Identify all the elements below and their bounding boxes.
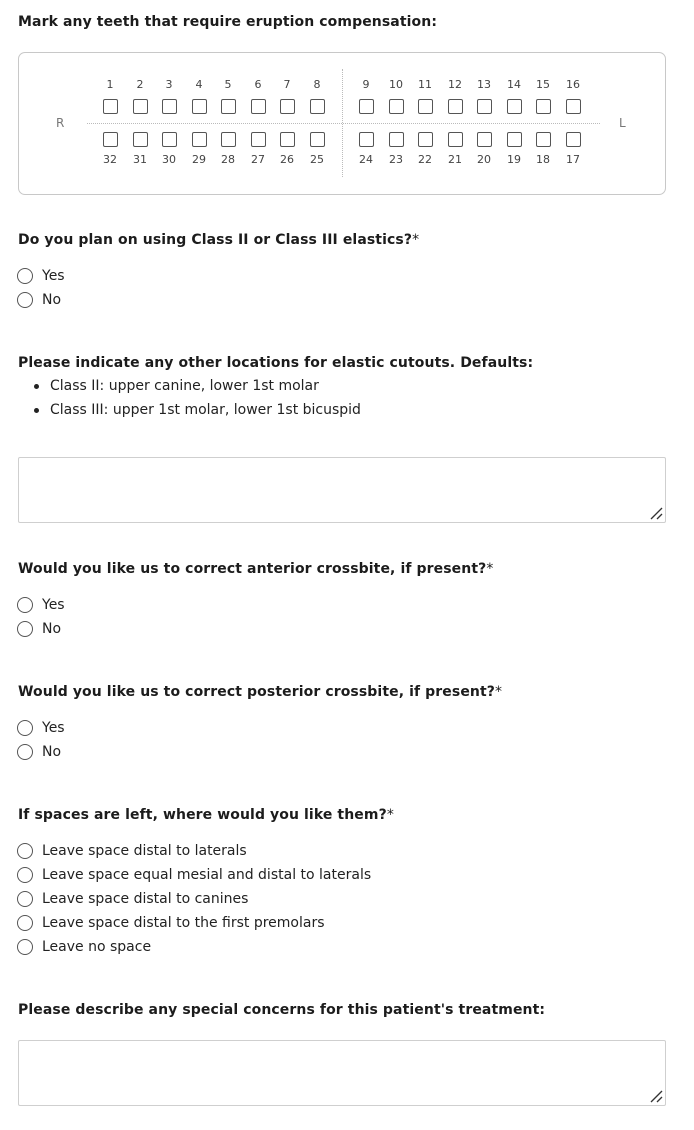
tooth-checkbox-29[interactable] [192, 132, 207, 147]
tooth-checkbox-16[interactable] [566, 99, 581, 114]
radio-label: Yes [42, 268, 65, 284]
tooth-checkbox-21[interactable] [448, 132, 463, 147]
radio-button[interactable] [17, 744, 33, 760]
tooth-checkbox-10[interactable] [389, 99, 404, 114]
elastics-option-no[interactable] [17, 290, 61, 310]
tooth-number-21: 21 [448, 153, 462, 166]
tooth-number-31: 31 [133, 153, 147, 166]
tooth-number-26: 26 [280, 153, 294, 166]
tooth-number-14: 14 [507, 78, 521, 91]
tooth-number-17: 17 [566, 153, 580, 166]
tooth-checkbox-13[interactable] [477, 99, 492, 114]
tooth-number-10: 10 [389, 78, 403, 91]
resize-handle-icon[interactable] [649, 1089, 663, 1103]
spaces-title: If spaces are left, where would you like them?* [18, 807, 394, 823]
tooth-number-19: 19 [507, 153, 521, 166]
tooth-checkbox-15[interactable] [536, 99, 551, 114]
posterior-option-yes[interactable] [17, 718, 65, 738]
spaces-option-mesial-distal-laterals[interactable] [17, 865, 371, 885]
resize-handle-icon[interactable] [649, 506, 663, 520]
tooth-number-25: 25 [310, 153, 324, 166]
radio-label: No [42, 292, 62, 308]
tooth-number-32: 32 [103, 153, 117, 166]
tooth-checkbox-12[interactable] [448, 99, 463, 114]
spaces-option-no-space[interactable] [17, 937, 151, 957]
tooth-number-12: 12 [448, 78, 462, 91]
cutout-default-class-iii: Class III: upper 1st molar, lower 1st bicuspid [34, 402, 361, 418]
tooth-checkbox-1[interactable] [103, 99, 118, 114]
tooth-checkbox-20[interactable] [477, 132, 492, 147]
tooth-checkbox-31[interactable] [133, 132, 148, 147]
radio-button[interactable] [17, 621, 33, 637]
tooth-number-4: 4 [195, 78, 203, 91]
posterior-crossbite-title: Would you like us to correct posterior crossbite, if present?* [18, 684, 503, 700]
radio-button[interactable] [17, 843, 33, 859]
tooth-number-24: 24 [359, 153, 373, 166]
right-side-label: R [56, 116, 65, 130]
radio-button[interactable] [17, 939, 33, 955]
tooth-checkbox-11[interactable] [418, 99, 433, 114]
tooth-number-30: 30 [162, 153, 176, 166]
concerns-textarea[interactable] [18, 1040, 666, 1106]
tooth-checkbox-25[interactable] [310, 132, 325, 147]
tooth-number-16: 16 [566, 78, 580, 91]
radio-label: No [42, 744, 62, 760]
radio-label: Yes [42, 597, 65, 613]
radio-label: Leave space equal mesial and distal to laterals [42, 867, 372, 883]
tooth-number-18: 18 [536, 153, 550, 166]
tooth-number-15: 15 [536, 78, 550, 91]
tooth-number-11: 11 [418, 78, 432, 91]
cutouts-textarea[interactable] [18, 457, 666, 523]
tooth-checkbox-17[interactable] [566, 132, 581, 147]
radio-button[interactable] [17, 268, 33, 284]
tooth-number-5: 5 [224, 78, 232, 91]
anterior-option-yes[interactable] [17, 595, 65, 615]
tooth-checkbox-23[interactable] [389, 132, 404, 147]
tooth-number-28: 28 [221, 153, 235, 166]
radio-button[interactable] [17, 720, 33, 736]
radio-label: Yes [42, 720, 65, 736]
occlusal-line [87, 123, 600, 124]
tooth-checkbox-26[interactable] [280, 132, 295, 147]
tooth-checkbox-14[interactable] [507, 99, 522, 114]
tooth-checkbox-7[interactable] [280, 99, 295, 114]
spaces-option-distal-laterals[interactable] [17, 841, 247, 861]
left-side-label: L [619, 116, 626, 130]
elastics-title: Do you plan on using Class II or Class III elastics?* [18, 232, 420, 248]
concerns-title: Please describe any special concerns for this patient's treatment: [18, 1002, 546, 1018]
cutout-default-class-ii: Class II: upper canine, lower 1st molar [34, 378, 319, 394]
tooth-checkbox-30[interactable] [162, 132, 177, 147]
tooth-checkbox-32[interactable] [103, 132, 118, 147]
tooth-number-1: 1 [106, 78, 114, 91]
radio-label: Leave space distal to laterals [42, 843, 247, 859]
tooth-checkbox-19[interactable] [507, 132, 522, 147]
tooth-checkbox-6[interactable] [251, 99, 266, 114]
radio-button[interactable] [17, 597, 33, 613]
spaces-option-distal-canines[interactable] [17, 889, 248, 909]
anterior-option-no[interactable] [17, 619, 61, 639]
tooth-number-13: 13 [477, 78, 491, 91]
tooth-checkbox-18[interactable] [536, 132, 551, 147]
tooth-number-6: 6 [254, 78, 262, 91]
radio-button[interactable] [17, 915, 33, 931]
tooth-number-23: 23 [389, 153, 403, 166]
tooth-checkbox-24[interactable] [359, 132, 374, 147]
eruption-title: Mark any teeth that require eruption compensation: [18, 14, 438, 30]
radio-button[interactable] [17, 867, 33, 883]
tooth-checkbox-8[interactable] [310, 99, 325, 114]
radio-label: No [42, 621, 62, 637]
cutouts-title: Please indicate any other locations for elastic cutouts. Defaults: [18, 355, 534, 371]
tooth-number-20: 20 [477, 153, 491, 166]
tooth-number-29: 29 [192, 153, 206, 166]
tooth-checkbox-28[interactable] [221, 132, 236, 147]
tooth-number-8: 8 [313, 78, 321, 91]
radio-label: Leave space distal to the first premolars [42, 915, 325, 931]
radio-button[interactable] [17, 891, 33, 907]
tooth-checkbox-9[interactable] [359, 99, 374, 114]
tooth-chart [18, 52, 666, 195]
tooth-checkbox-3[interactable] [162, 99, 177, 114]
tooth-checkbox-5[interactable] [221, 99, 236, 114]
tooth-checkbox-4[interactable] [192, 99, 207, 114]
radio-button[interactable] [17, 292, 33, 308]
tooth-checkbox-2[interactable] [133, 99, 148, 114]
tooth-checkbox-22[interactable] [418, 132, 433, 147]
tooth-number-9: 9 [362, 78, 370, 91]
tooth-checkbox-27[interactable] [251, 132, 266, 147]
radio-label: Leave no space [42, 939, 152, 955]
tooth-number-2: 2 [136, 78, 144, 91]
posterior-option-no[interactable] [17, 742, 61, 762]
anterior-crossbite-title: Would you like us to correct anterior crossbite, if present?* [18, 561, 494, 577]
tooth-number-27: 27 [251, 153, 265, 166]
spaces-option-distal-first-premolars[interactable] [17, 913, 325, 933]
tooth-number-3: 3 [165, 78, 173, 91]
tooth-number-7: 7 [283, 78, 291, 91]
elastics-option-yes[interactable] [17, 266, 65, 286]
tooth-number-22: 22 [418, 153, 432, 166]
radio-label: Leave space distal to canines [42, 891, 249, 907]
